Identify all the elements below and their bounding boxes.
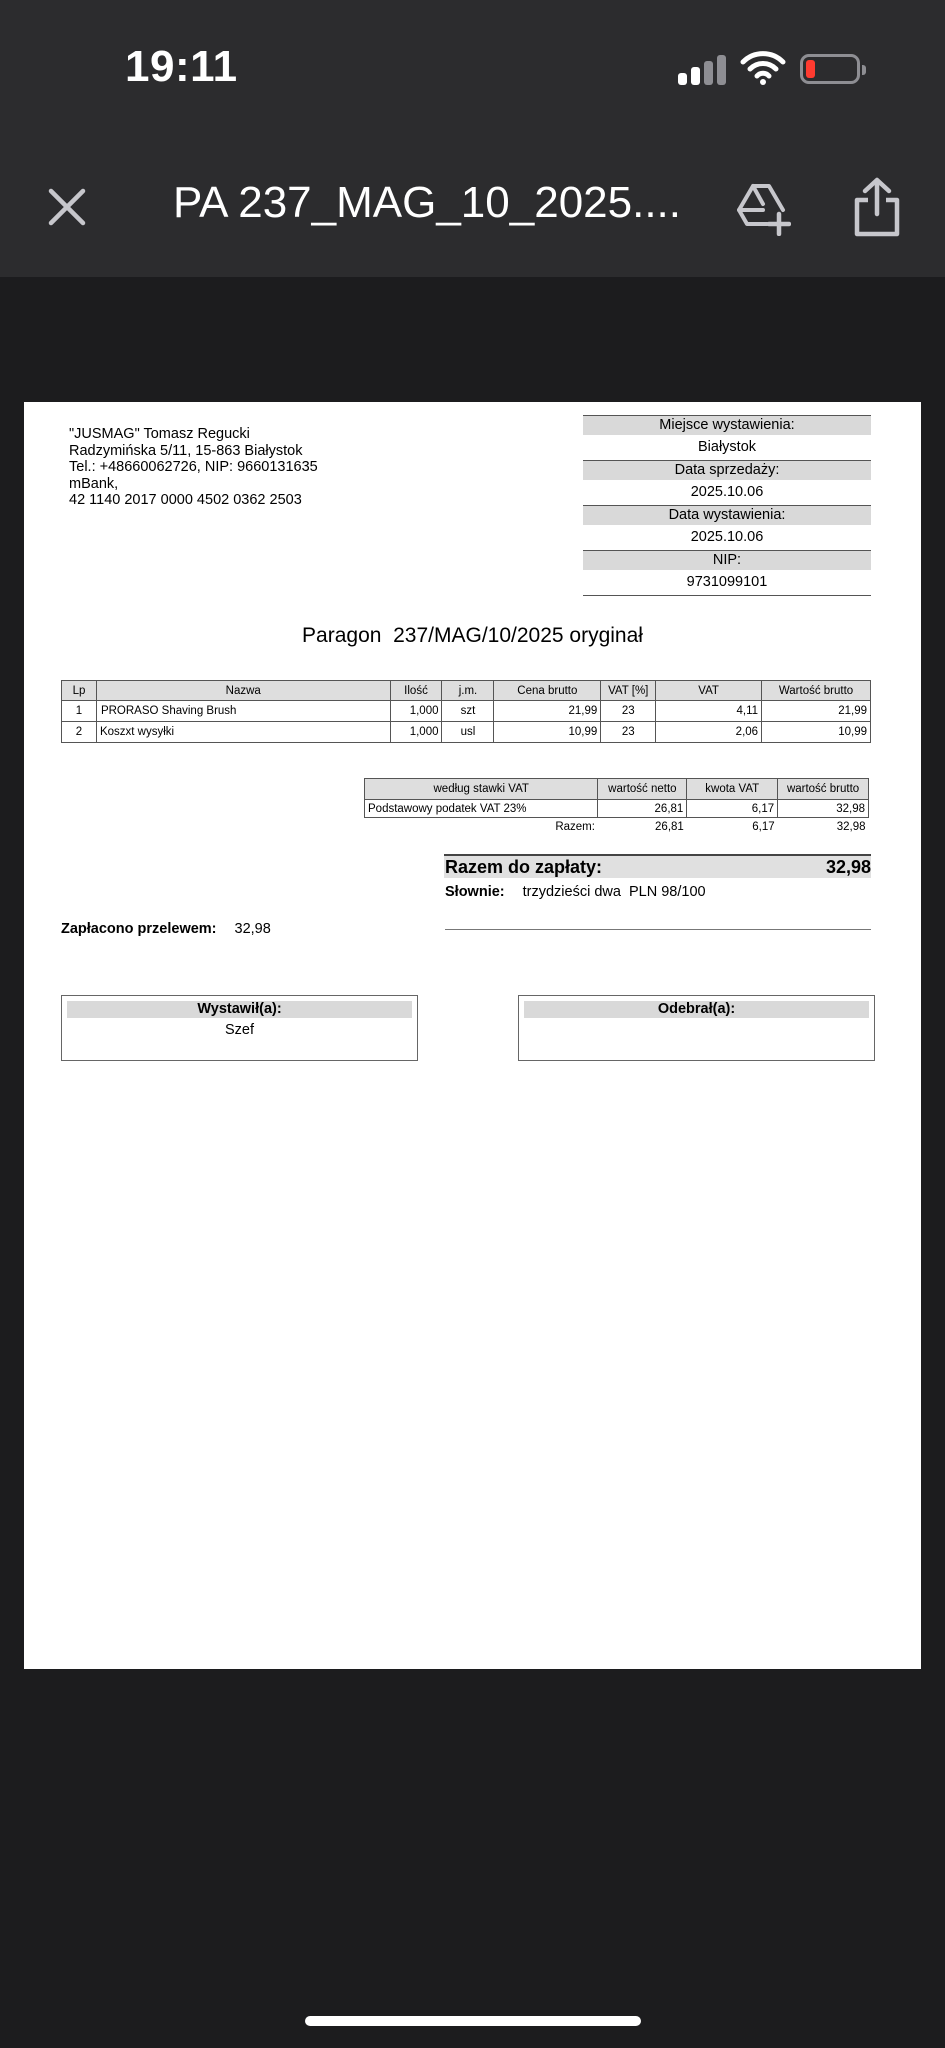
wifi-icon xyxy=(740,50,786,86)
in-words-value: trzydzieści dwa PLN 98/100 xyxy=(522,884,706,900)
cell-unit: usl xyxy=(442,722,494,743)
cell-vat-rate: 23 xyxy=(601,722,656,743)
cell-name: Koszxt wysyłki xyxy=(96,722,390,743)
received-by-box xyxy=(518,995,875,1061)
vat-header-row xyxy=(365,779,869,800)
cell-vat-rate: 23 xyxy=(601,701,656,722)
issued-by-box xyxy=(61,995,418,1061)
cell-vat: 4,11 xyxy=(656,701,762,722)
meta-value-sale-date: 2025.10.06 xyxy=(690,484,764,500)
sum-gross: 32,98 xyxy=(836,820,866,833)
cell-price: 21,99 xyxy=(494,701,601,722)
col-header: VAT xyxy=(656,681,762,701)
col-header: Cena brutto xyxy=(494,681,601,701)
sum-label: Razem: xyxy=(555,820,595,833)
cell-gross: 10,99 xyxy=(762,722,871,743)
meta-label-nip: NIP: xyxy=(583,550,871,570)
seller-info xyxy=(69,426,318,509)
document-title: PA 237_MAG_10_2025.... xyxy=(173,178,681,227)
total-label: Razem do zapłaty: xyxy=(445,857,603,877)
sum-vat: 6,17 xyxy=(752,820,775,833)
seller-bank: mBank, xyxy=(69,475,119,492)
amount-in-words xyxy=(445,884,706,900)
meta-value-place: Białystok xyxy=(697,439,757,455)
in-words-label: Słownie: xyxy=(445,884,505,900)
status-time: 19:11 xyxy=(125,42,238,91)
cell-net: 26,81 xyxy=(598,800,687,818)
document-meta xyxy=(583,415,871,596)
issued-by-label: Wystawił(a): xyxy=(67,1001,412,1018)
cell-gross: 32,98 xyxy=(778,800,869,818)
table-row xyxy=(62,701,871,722)
cell-unit: szt xyxy=(442,701,494,722)
vat-summary-table xyxy=(364,778,869,835)
meta-label-sale-date: Data sprzedaży: xyxy=(583,460,871,480)
paid-label: Zapłacono przelewem: xyxy=(61,921,217,937)
cell-qty: 1,000 xyxy=(390,722,442,743)
paid-value: 32,98 xyxy=(234,921,271,937)
sum-net: 26,81 xyxy=(655,820,684,833)
meta-label-issue-date: Data wystawienia: xyxy=(583,505,871,525)
meta-value-issue-date: 2025.10.06 xyxy=(690,529,764,545)
document-heading: Paragon 237/MAG/10/2025 oryginał xyxy=(302,624,643,647)
cell-lp: 1 xyxy=(62,701,97,722)
items-header-row xyxy=(62,681,871,701)
vat-sum-row xyxy=(365,818,869,836)
home-indicator[interactable] xyxy=(305,2016,641,2026)
seller-name: "JUSMAG" Tomasz Regucki xyxy=(69,426,250,442)
table-row xyxy=(62,722,871,743)
cell-vat-amount: 6,17 xyxy=(687,800,778,818)
battery-level xyxy=(806,60,815,78)
cell-qty: 1,000 xyxy=(390,701,442,722)
col-header: VAT [%] xyxy=(601,681,656,701)
col-header: Wartość brutto xyxy=(762,681,871,701)
total-divider xyxy=(444,854,871,856)
col-header: j.m. xyxy=(442,681,494,701)
received-by-label: Odebrał(a): xyxy=(524,1001,869,1018)
payment-info xyxy=(61,921,271,937)
cell-gross: 21,99 xyxy=(762,701,871,722)
close-icon[interactable] xyxy=(45,185,89,229)
seller-contact: Tel.: +48660062726, NIP: 9660131635 xyxy=(69,459,318,475)
cellular-signal-icon xyxy=(678,55,728,85)
viewer-toolbar xyxy=(0,140,945,277)
col-header: Ilość xyxy=(390,681,442,701)
items-table xyxy=(61,680,871,743)
col-header: wartość netto xyxy=(598,779,687,800)
document-page xyxy=(24,402,921,1669)
cell-lp: 2 xyxy=(62,722,97,743)
col-header: Lp xyxy=(62,681,97,701)
signature-line xyxy=(445,929,871,930)
battery-icon xyxy=(800,54,860,84)
add-to-drive-icon[interactable] xyxy=(733,180,791,236)
status-bar xyxy=(0,0,945,140)
col-header: według stawki VAT xyxy=(365,779,598,800)
cell-rate-name: Podstawowy podatek VAT 23% xyxy=(365,800,598,818)
cell-price: 10,99 xyxy=(494,722,601,743)
table-row xyxy=(365,800,869,818)
seller-address: Radzymińska 5/11, 15-863 Białystok xyxy=(69,442,303,459)
col-header: kwota VAT xyxy=(687,779,778,800)
cell-name: PRORASO Shaving Brush xyxy=(96,701,390,722)
seller-account: 42 1140 2017 0000 4502 0362 2503 xyxy=(69,492,302,508)
issued-by-value: Szef xyxy=(224,1022,254,1038)
share-icon[interactable] xyxy=(852,176,902,238)
col-header: wartość brutto xyxy=(778,779,869,800)
meta-label-place: Miejsce wystawienia: xyxy=(583,415,871,435)
total-value: 32,98 xyxy=(825,857,871,877)
meta-value-nip: 9731099101 xyxy=(686,574,768,590)
col-header: Nazwa xyxy=(96,681,390,701)
cell-vat: 2,06 xyxy=(656,722,762,743)
